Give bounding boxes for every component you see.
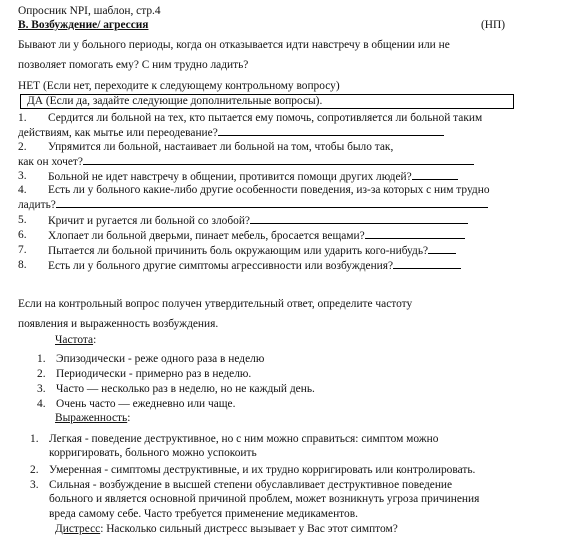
frequency-3-option[interactable]: Часто — несколько раз в неделю, но не каждый день.: [56, 383, 315, 395]
frequency-1-number: 1.: [37, 353, 46, 365]
severity-1-number: 1.: [30, 433, 39, 445]
frequency-4-number: 4.: [37, 398, 46, 410]
question-1-answer-line[interactable]: [218, 125, 444, 136]
distress-question: Дистресс: Насколько сильный дистресс вызывает у Вас этот симптом?: [55, 523, 398, 535]
distress-label: Дистресс: [55, 523, 101, 535]
severity-1-option-cont: корригировать, больного можно успокоить: [49, 447, 257, 459]
page-header: Опросник NPI, шаблон, стр.4: [18, 5, 161, 17]
question-8-text: Есть ли у больного другие симптомы агрессивности или возбуждения?: [48, 258, 461, 273]
question-1-text-cont: действиям, как мытье или переодевание?: [18, 125, 444, 140]
question-4-number: 4.: [18, 184, 27, 196]
question-4-text: Есть ли у больного какие-либо другие особенности поведения, из-за которых с ним трудно: [48, 184, 490, 196]
question-6-number: 6.: [18, 229, 27, 241]
answer-no-option[interactable]: НЕТ (Если нет, переходите к следующему контрольному вопросу): [18, 80, 340, 92]
section-title: B. Возбуждение/ агрессия: [18, 19, 149, 31]
frequency-3-number: 3.: [37, 383, 46, 395]
followup-instruction-line1: Если на контрольный вопрос получен утвердительный ответ, определите частоту: [18, 298, 413, 310]
frequency-1-option[interactable]: Эпизодически - реже одного раза в неделю: [56, 353, 265, 365]
question-5-number: 5.: [18, 214, 27, 226]
frequency-2-number: 2.: [37, 368, 46, 380]
question-6-text: Хлопает ли больной дверьми, пинает мебель, бросается вещами?: [48, 228, 465, 243]
severity-2-option[interactable]: Умеренная - симптомы деструктивные, и их трудно корригировать или контролировать.: [49, 464, 476, 476]
frequency-heading: Частота:: [55, 334, 97, 346]
question-1-number: 1.: [18, 112, 27, 124]
question-8-number: 8.: [18, 259, 27, 271]
question-1-text: Сердится ли больной на тех, кто пытается ему помочь, сопротивляется ли больной таким: [48, 112, 483, 124]
question-4-text-cont: ладить?: [18, 197, 488, 212]
question-2-text: Упрямится ли больной, настаивает ли больной на том, чтобы было так,: [48, 141, 394, 153]
answer-yes-option: ДА (Если да, задайте следующие дополнительные вопросы).: [27, 95, 323, 107]
question-5-answer-line[interactable]: [250, 213, 468, 224]
severity-3-option-cont2: вреда самому себе. Часто требуется применение медикаментов.: [49, 508, 358, 520]
question-2-number: 2.: [18, 141, 27, 153]
question-3-number: 3.: [18, 170, 27, 182]
severity-2-number: 2.: [30, 464, 39, 476]
severity-heading: Выраженность:: [55, 412, 131, 424]
section-code: (НП): [481, 19, 506, 31]
question-7-text: Пытается ли больной причинить боль окружающим или ударить кого-нибудь?: [48, 243, 456, 258]
answer-yes-box[interactable]: [20, 94, 514, 109]
question-7-number: 7.: [18, 244, 27, 256]
severity-3-option[interactable]: Сильная - возбуждение в высшей степени обуславливает деструктивное поведение: [49, 479, 453, 491]
severity-3-number: 3.: [30, 479, 39, 491]
question-2-text-cont: как он хочет?: [18, 154, 474, 169]
followup-instruction-line2: появления и выраженность возбуждения.: [18, 318, 219, 330]
severity-3-option-cont: больного и является основной причиной проблем, может возникнуть угроза причинения: [49, 493, 480, 505]
question-3-text: Больной не идет навстречу в общении, противится помощи других людей?: [48, 169, 458, 184]
question-3-answer-line[interactable]: [412, 169, 458, 180]
question-6-answer-line[interactable]: [365, 228, 465, 239]
screening-question-line2: позволяет помогать ему? С ним трудно ладить?: [18, 59, 249, 71]
question-5-text: Кричит и ругается ли больной со злобой?: [48, 213, 468, 228]
frequency-2-option[interactable]: Периодически - примерно раз в неделю.: [56, 368, 252, 380]
question-7-answer-line[interactable]: [428, 243, 456, 254]
screening-question-line1: Бывают ли у больного периоды, когда он отказывается идти навстречу в общении или не: [18, 39, 450, 51]
severity-1-option[interactable]: Легкая - поведение деструктивное, но с ним можно справиться: симптом можно: [49, 433, 439, 445]
question-8-answer-line[interactable]: [393, 258, 461, 269]
question-4-answer-line[interactable]: [56, 197, 488, 208]
question-2-answer-line[interactable]: [83, 154, 474, 165]
frequency-4-option[interactable]: Очень часто — ежедневно или чаще.: [56, 398, 236, 410]
